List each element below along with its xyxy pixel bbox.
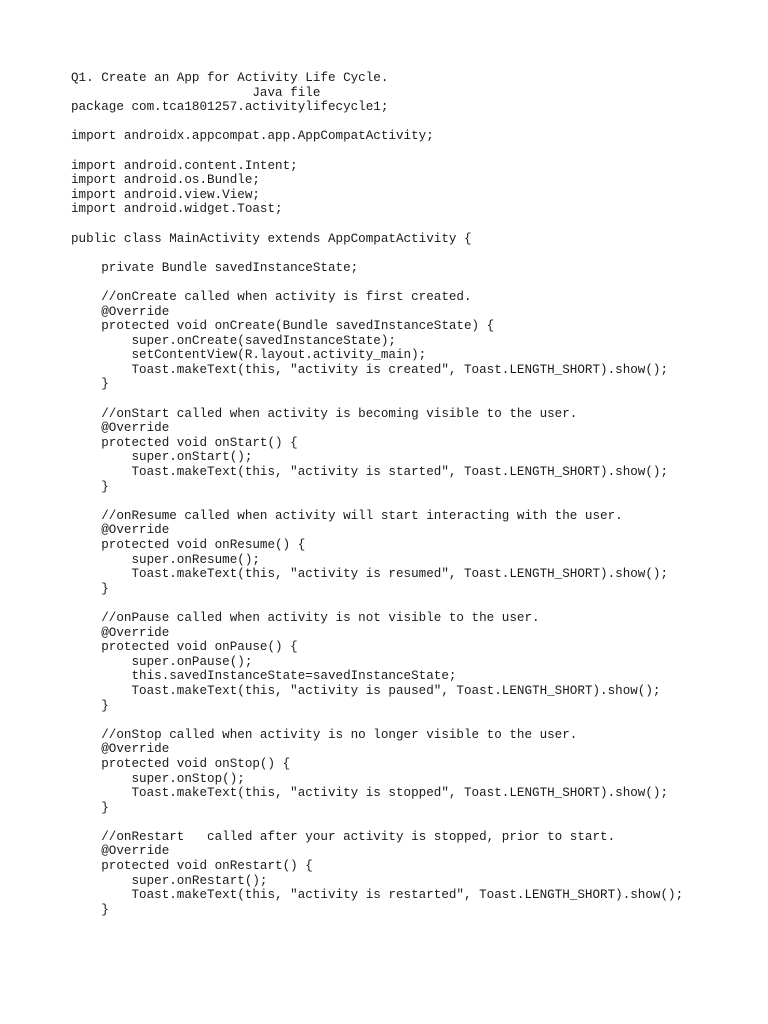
code-line bbox=[71, 275, 683, 290]
code-line: super.onStop(); bbox=[71, 771, 245, 786]
code-line: } bbox=[71, 581, 109, 596]
code-line bbox=[71, 144, 683, 159]
code-line: private Bundle savedInstanceState; bbox=[71, 260, 359, 275]
code-line bbox=[71, 596, 683, 611]
code-line: } bbox=[71, 377, 109, 392]
code-line: @Override bbox=[71, 742, 170, 757]
code-line: super.onStart(); bbox=[71, 450, 253, 465]
code-line: Toast.makeText(this, "activity is created", Toast.LENGTH_SHORT).show(); bbox=[71, 362, 669, 377]
code-line: import androidx.appcompat.app.AppCompatActivity; bbox=[71, 129, 434, 144]
code-line bbox=[71, 494, 683, 509]
code-line: //onPause called when activity is not visible to the user. bbox=[71, 610, 540, 625]
code-line: @Override bbox=[71, 844, 170, 859]
code-line: } bbox=[71, 698, 109, 713]
code-line: import android.os.Bundle; bbox=[71, 173, 260, 188]
code-line: super.onRestart(); bbox=[71, 873, 268, 888]
code-line: } bbox=[71, 479, 109, 494]
code-line: super.onPause(); bbox=[71, 654, 253, 669]
code-line: @Override bbox=[71, 523, 170, 538]
code-line bbox=[71, 392, 683, 407]
code-line: Toast.makeText(this, "activity is resumed", Toast.LENGTH_SHORT).show(); bbox=[71, 567, 669, 582]
code-line bbox=[71, 815, 683, 830]
code-line: @Override bbox=[71, 421, 170, 436]
code-line: import android.widget.Toast; bbox=[71, 202, 283, 217]
code-line: super.onCreate(savedInstanceState); bbox=[71, 333, 396, 348]
code-line: //onStop called when activity is no longer visible to the user. bbox=[71, 727, 578, 742]
code-line: protected void onResume() { bbox=[71, 538, 306, 552]
code-line: Toast.makeText(this, "activity is stopped", Toast.LENGTH_SHORT).show(); bbox=[71, 786, 669, 801]
code-line: Toast.makeText(this, "activity is paused", Toast.LENGTH_SHORT).show(); bbox=[71, 683, 661, 698]
code-line: //onCreate called when activity is first created. bbox=[71, 289, 472, 304]
code-line: import android.view.View; bbox=[71, 187, 260, 202]
code-line: setContentView(R.layout.activity_main); bbox=[71, 348, 427, 363]
code-line: @Override bbox=[71, 625, 170, 640]
code-line bbox=[71, 246, 683, 261]
code-line: protected void onCreate(Bundle savedInstanceState) { bbox=[71, 319, 495, 334]
code-line: this.savedInstanceState=savedInstanceState; bbox=[71, 669, 457, 684]
code-line: protected void onPause() { bbox=[71, 640, 298, 655]
code-line: } bbox=[71, 902, 109, 917]
code-line: protected void onStop() { bbox=[71, 756, 291, 771]
code-line bbox=[71, 713, 683, 728]
code-line: //onResume called when activity will start interacting with the user. bbox=[71, 508, 623, 523]
code-line: } bbox=[71, 800, 109, 815]
code-line: protected void onStart() { bbox=[71, 435, 298, 450]
code-line: protected void onRestart() { bbox=[71, 859, 313, 874]
code-line: //onStart called when activity is becoming visible to the user. bbox=[71, 406, 578, 421]
code-line: super.onResume(); bbox=[71, 552, 260, 567]
code-line: Java file bbox=[71, 85, 321, 100]
code-line bbox=[71, 217, 683, 232]
code-line: public class MainActivity extends AppCompatActivity { bbox=[71, 231, 472, 246]
code-listing bbox=[71, 71, 683, 917]
code-line: @Override bbox=[71, 304, 170, 319]
code-line: import android.content.Intent; bbox=[71, 158, 298, 173]
code-line bbox=[71, 115, 683, 130]
code-line: Toast.makeText(this, "activity is restarted", Toast.LENGTH_SHORT).show(); bbox=[71, 888, 684, 903]
code-line: //onRestart called after your activity is stopped, prior to start. bbox=[71, 829, 616, 844]
code-line: Toast.makeText(this, "activity is started", Toast.LENGTH_SHORT).show(); bbox=[71, 465, 669, 480]
code-line: Q1. Create an App for Activity Life Cycle. bbox=[71, 71, 389, 85]
code-line: package com.tca1801257.activitylifecycle1; bbox=[71, 100, 389, 115]
